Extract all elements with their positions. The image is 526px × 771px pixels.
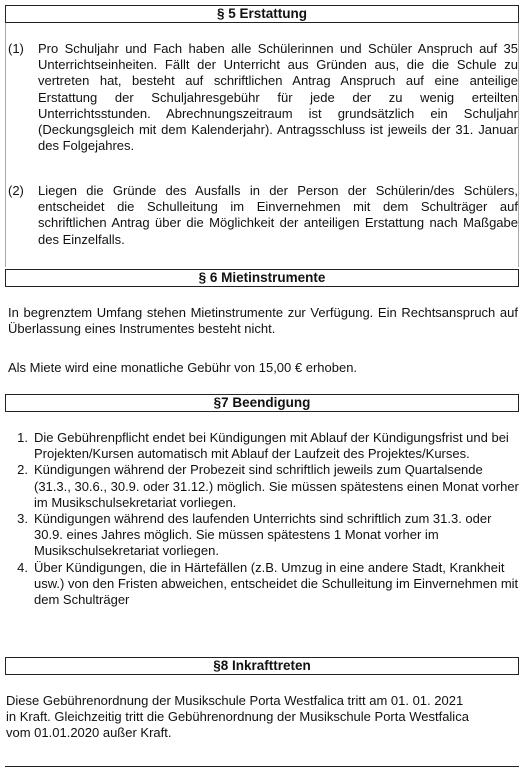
frame-left <box>5 22 6 267</box>
para-text: Liegen die Gründe des Ausfalls in der Person der Schülerin/des Schülers, entscheidet die Schulleitung im Einvernehmen mit dem Schulträger auf schriftlichen Antrag über die Möglichkeit der anteiligen Erstattung nach Maßgabe des Einzelfalls. <box>38 183 518 247</box>
frame-right <box>518 22 519 267</box>
item-text: Kündigungen während der Probezeit sind schriftlich jeweils zum Quartalsende (31.3., 30.6., 30.9. oder 31.12.) möglich. Sie müssen spätestens einen Monat vorher im Musikschulsekretariat vorliegen. <box>34 462 519 510</box>
item-text: Über Kündigungen, die in Härtefällen (z.B. Umzug in eine andere Stadt, Krankheit usw.) von den Fristen abweichen, entscheidet die Schulleitung im Einvernehmen mit dem Schulträger <box>34 559 519 608</box>
section-7-list <box>6 430 520 608</box>
section-7-heading: §7 Beendigung <box>5 394 519 412</box>
list-item <box>6 560 520 609</box>
list-item <box>6 430 520 462</box>
item-number: 3. <box>17 511 28 527</box>
section-6-heading: § 6 Mietinstrumente <box>5 269 519 287</box>
section-6-para-2: Als Miete wird eine monatliche Gebühr von 15,00 € erhoben. <box>8 360 358 375</box>
item-number: 4. <box>17 559 28 575</box>
para-text: Pro Schuljahr und Fach haben alle Schülerinnen und Schüler Anspruch auf 35 Unterrichtseinheiten. Fällt der Unterricht aus Gründen aus, die die Schule zu vertreten hat, besteht auf schriftlichen Antrag Anspruch auf eine anteilige Erstattung der Schuljahresgebühr für jede der zu wenig erteilten Unterrichtsstunden. Abrechnungszeitraum ist grundsätzlich ein Schuljahr (Deckungsgleich mit dem Kalenderjahr). Antragsschluss ist jeweils der 31. Januar des Folgejahres. <box>38 41 518 154</box>
item-text: Die Gebührenpflicht endet bei Kündigungen mit Ablauf der Kündigungsfrist und bei Projekten/Kursen automatisch mit Ablauf der Laufzeit des Projektes/Kurses. <box>34 430 509 462</box>
section-8-heading: §8 Inkrafttreten <box>5 657 519 675</box>
para-number: (1) <box>8 41 24 56</box>
list-item <box>6 462 520 511</box>
section-8-para: Diese Gebührenordnung der Musikschule Porta Westfalica tritt am 01. 01. 2021 in Kraft. Gleichzeitig tritt die Gebührenordnung der Musikschule Porta Westfalica vom 01.01.2020 außer Kraft. <box>6 693 469 741</box>
section-5-para-2 <box>8 183 518 248</box>
para-number: (2) <box>8 183 24 198</box>
section-5-para-1 <box>8 41 518 154</box>
section-5-heading: § 5 Erstattung <box>5 5 519 23</box>
section-6-para-1: In begrenztem Umfang stehen Mietinstrumente zur Verfügung. Ein Rechtsanspruch auf Überlassung eines Instrumentes besteht nicht. <box>8 305 518 337</box>
page-bottom-line <box>5 766 519 767</box>
item-number: 1. <box>17 430 28 445</box>
list-item <box>6 511 520 560</box>
item-number: 2. <box>17 462 28 478</box>
item-text: Kündigungen während des laufenden Unterrichts sind schriftlich zum 31.3. oder 30.9. eines Jahres möglich. Sie müssen spätestens 1 Monat vorher im Musikschulsekretariat vorliegen. <box>34 511 492 559</box>
